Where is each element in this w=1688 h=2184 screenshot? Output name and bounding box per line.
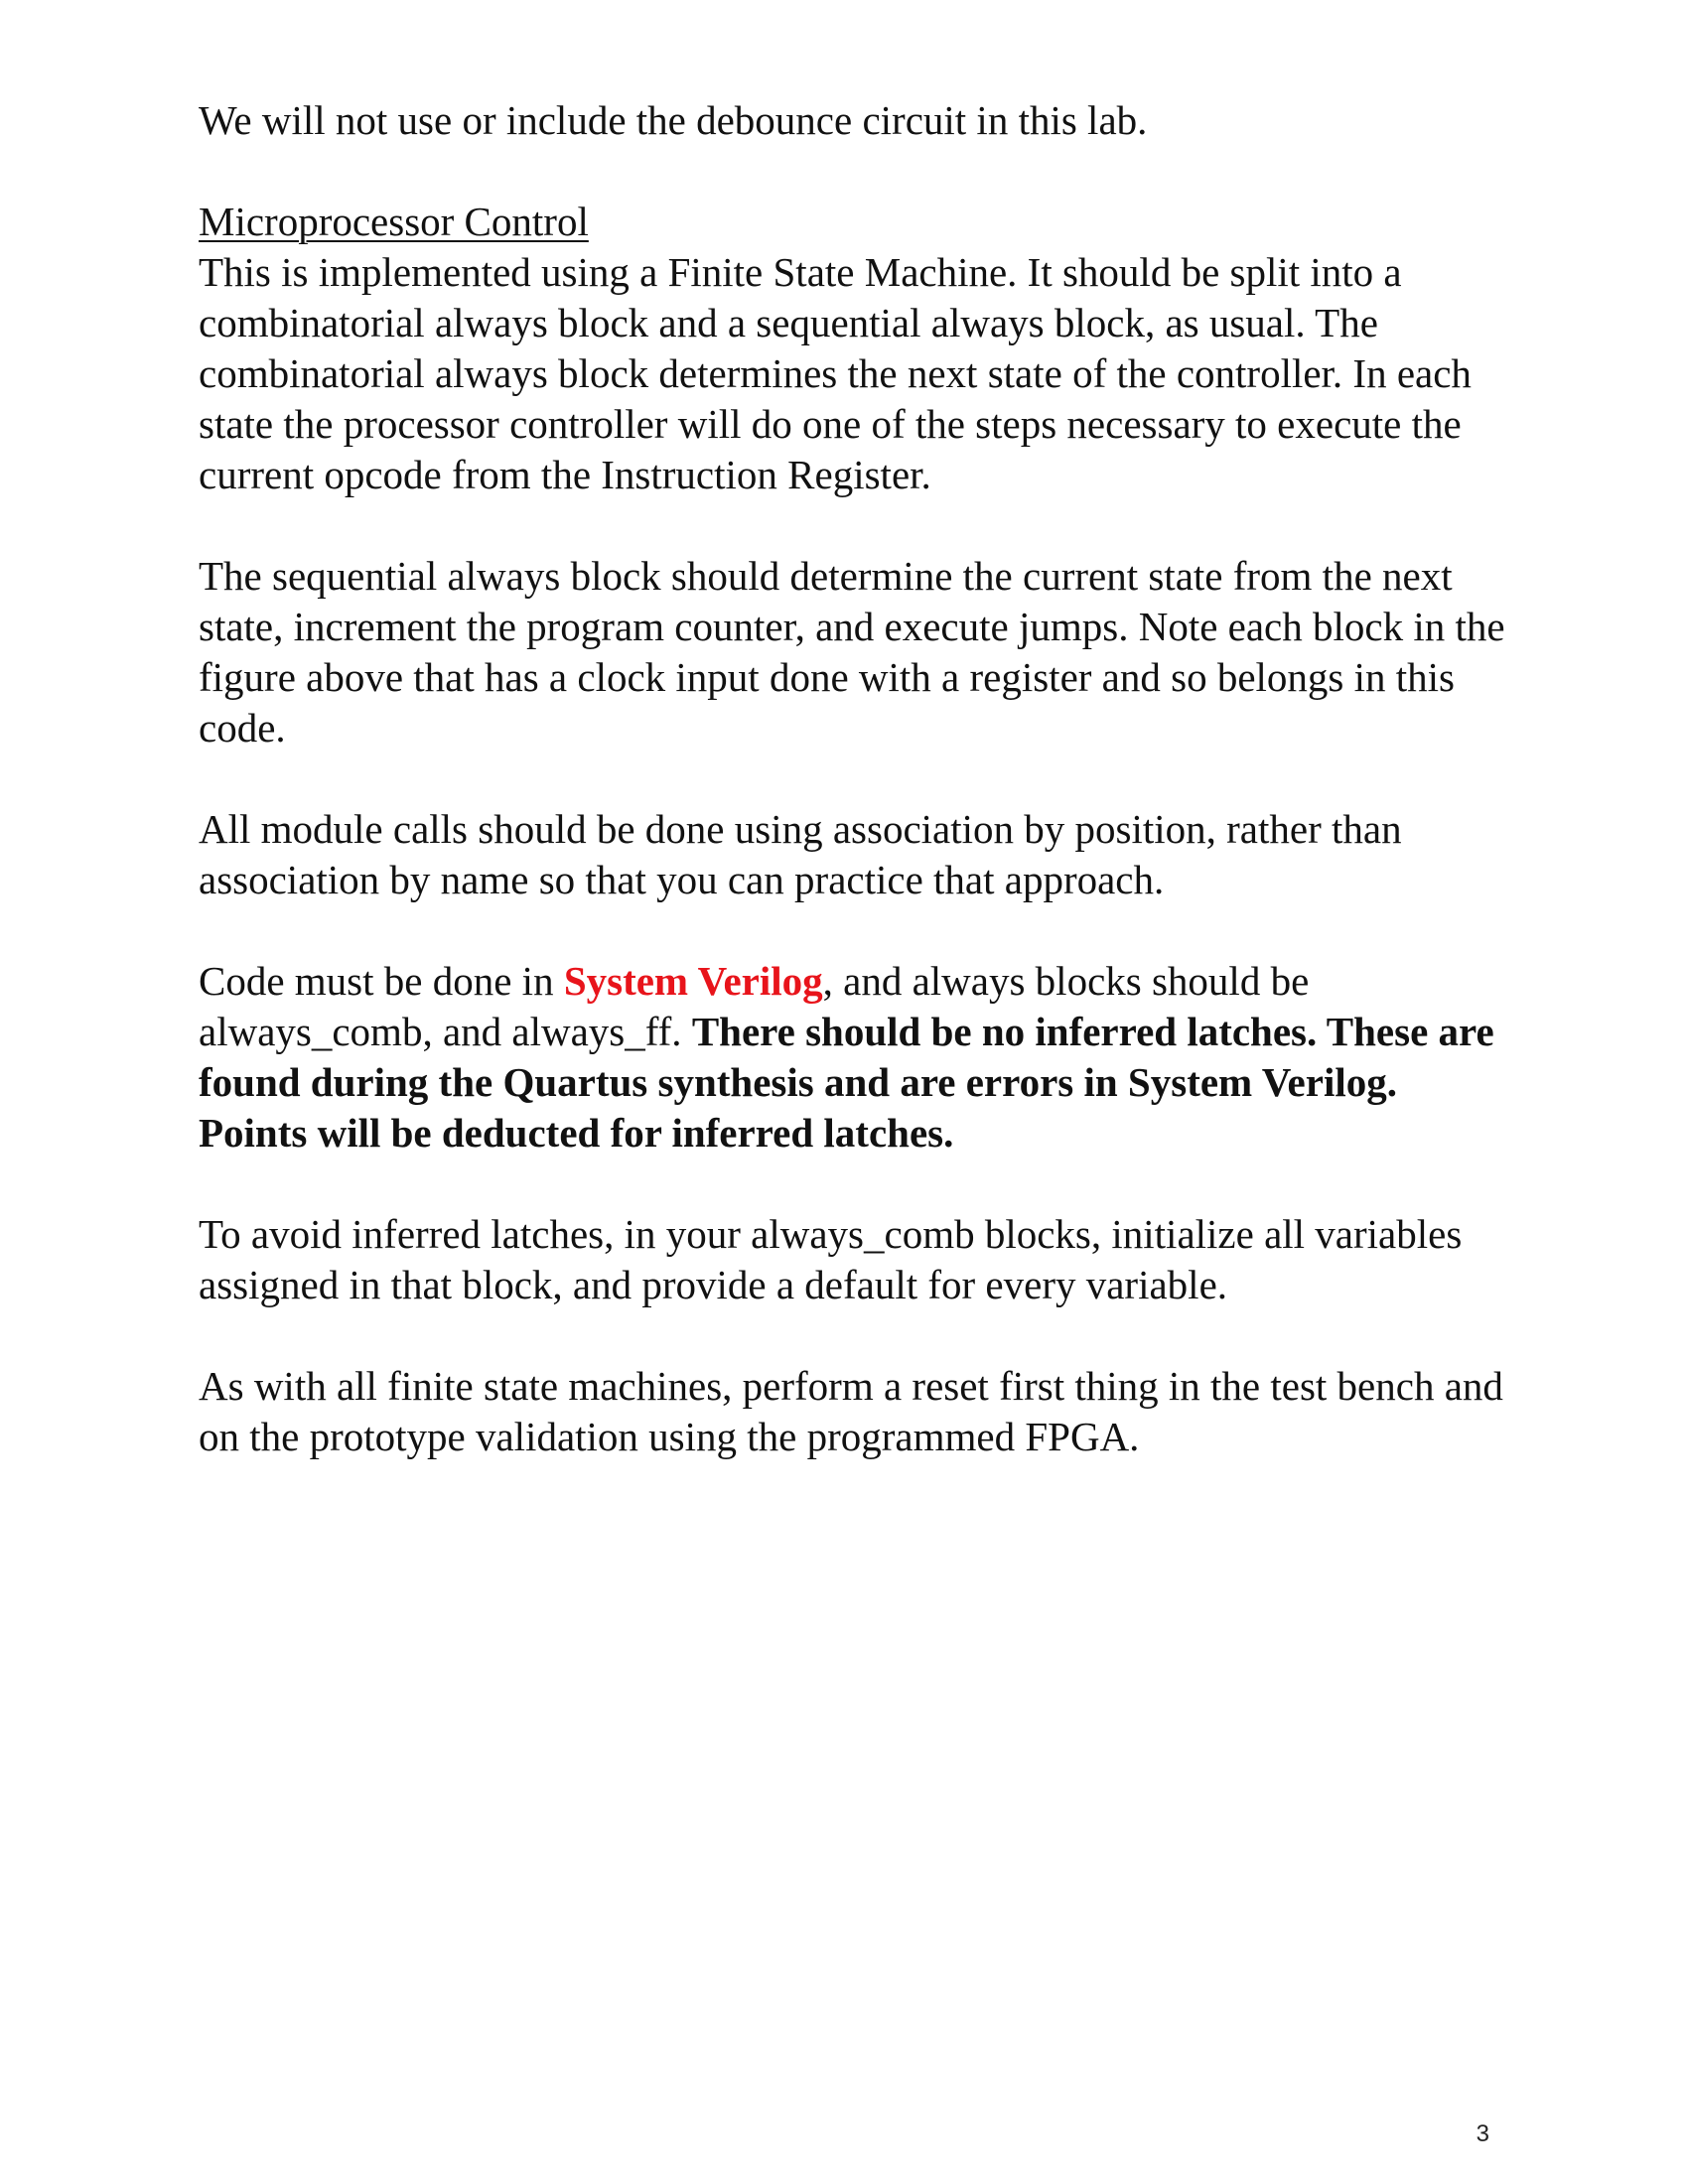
- paragraph-module-calls: All module calls should be done using association by position, rather than association by name so that you can practice that approach.: [199, 806, 1402, 902]
- document-body: [199, 95, 1509, 1462]
- text-before-highlight: Code must be done in: [199, 958, 564, 1004]
- page-number: 3: [1476, 2120, 1489, 2147]
- system-verilog-highlight: System Verilog: [563, 958, 823, 1004]
- inferred-latches-warning: There should be no inferred latches. These are found during the Quartus synthesis and are errors in System Verilog. Points will be deducted for inferred latches.: [199, 1009, 1494, 1156]
- paragraph-debounce: We will not use or include the debounce circuit in this lab.: [199, 97, 1148, 143]
- paragraph-sequential-block: The sequential always block should determine the current state from the next state, increment the program counter, and execute jumps. Note each block in the figure above that has a clock input done with a register and so belongs in this code.: [199, 553, 1505, 751]
- paragraph-system-verilog: [199, 956, 1509, 1159]
- paragraph-avoid-latches: To avoid inferred latches, in your always_comb blocks, initialize all variables assigned in that block, and provide a default for every variable.: [199, 1211, 1463, 1307]
- section-heading: Microprocessor Control: [199, 199, 589, 244]
- paragraph-reset: As with all finite state machines, perform a reset first thing in the test bench and on the prototype validation using the programmed FPGA.: [199, 1363, 1503, 1459]
- text-after-highlight: , and always blocks should be always_comb, and always_ff.: [199, 958, 1310, 1054]
- paragraph-fsm: This is implemented using a Finite State Machine. It should be split into a combinatorial always block and a sequential always block, as usual. The combinatorial always block determines the next state of the controller. In each state the processor controller will do one of the steps necessary to execute the current opcode from the Instruction Register.: [199, 249, 1472, 497]
